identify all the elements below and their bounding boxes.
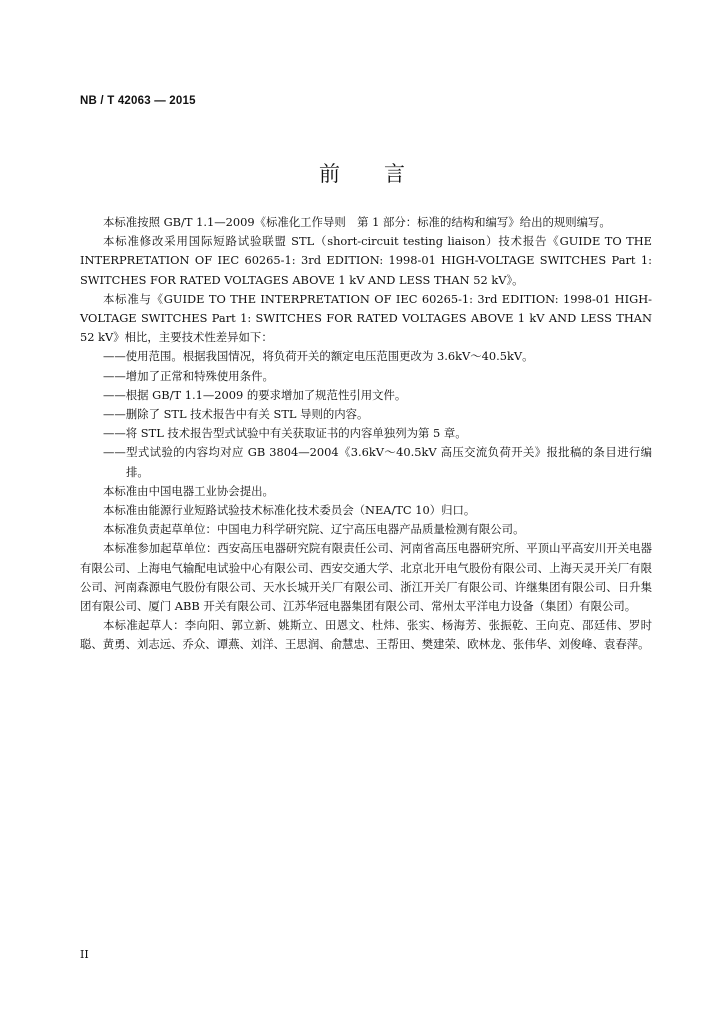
foreword-body <box>80 213 652 655</box>
paragraph-2: 本标准修改采用国际短路试验联盟 STL（short-circuit testing liaison）技术报告《GUIDE TO THE INTERPRETATION OF IEC 60265-1: 3rd EDITION: 1998-01 HIGH-VOLTAGE SWITCHES Part 1: SWITCHES FOR RATED VOLTAGES ABOVE 1 kV AND LESS THAN 52 kV》。 <box>80 234 652 287</box>
title-char-1: 前 <box>319 162 340 186</box>
list-item: ——删除了 STL 技术报告中有关 STL 导则的内容。 <box>103 407 369 422</box>
list-item: ——型式试验的内容均对应 GB 3804—2004《3.6kV～40.5kV 高压交流负荷开关》报批稿的条目进行编排。 <box>103 445 652 479</box>
paragraph-6: 本标准负责起草单位：中国电力科学研究院、辽宁高压电器产品质量检测有限公司。 <box>103 522 525 537</box>
paragraph-5: 本标准由能源行业短路试验技术标准化技术委员会（NEA/TC 10）归口。 <box>103 503 476 518</box>
list-item: ——根据 GB/T 1.1—2009 的要求增加了规范性引用文件。 <box>103 387 407 402</box>
list-item: ——将 STL 技术报告型式试验中有关获取证书的内容单独列为第 5 章。 <box>103 426 467 441</box>
paragraph-3: 本标准与《GUIDE TO THE INTERPRETATION OF IEC 60265-1: 3rd EDITION: 1998-01 HIGH-VOLTAGE SWITCHES Part 1: SWITCHES FOR RATED VOLTAGES ABOVE 1 kV AND LESS THAN 52 kV》相比，主要技术性差异如下： <box>80 291 652 345</box>
page-number: II <box>80 948 89 961</box>
paragraph-7: 本标准参加起草单位：西安高压电器研究院有限责任公司、河南省高压电器研究所、平顶山平高安川开关电器有限公司、上海电气输配电试验中心有限公司、西安交通大学、北京北开电气股份有限公司、上海天灵开关厂有限公司、河南森源电气股份有限公司、天水长城开关厂有限公司、浙江开关厂有限公司、许继集团有限公司、日升集团有限公司、厦门 ABB 开关有限公司、江苏华冠电器集团有限公司、常州太平洋电力设备（集团）有限公司。 <box>80 541 652 614</box>
paragraph-8: 本标准起草人：李向阳、郭立新、姚斯立、田恩文、杜炜、张实、杨海芳、张振乾、王向克、邵廷伟、罗时聪、黄勇、刘志远、乔众、谭燕、刘洋、王思润、俞慧忠、王帮田、樊建荣、欧林龙、张伟华、刘俊峰、袁春萍。 <box>80 618 652 652</box>
paragraph-1: 本标准按照 GB/T 1.1—2009《标准化工作导则 第 1 部分：标准的结构和编写》给出的规则编写。 <box>103 215 611 229</box>
list-item: ——使用范围。根据我国情况，将负荷开关的额定电压范围更改为 3.6kV～40.5kV。 <box>103 349 534 364</box>
paragraph-4: 本标准由中国电器工业协会提出。 <box>103 483 274 498</box>
page-title <box>0 158 724 188</box>
list-item: ——增加了正常和特殊使用条件。 <box>103 368 274 383</box>
title-char-2: 言 <box>384 162 405 186</box>
document-code: NB / T 42063 — 2015 <box>80 95 196 107</box>
